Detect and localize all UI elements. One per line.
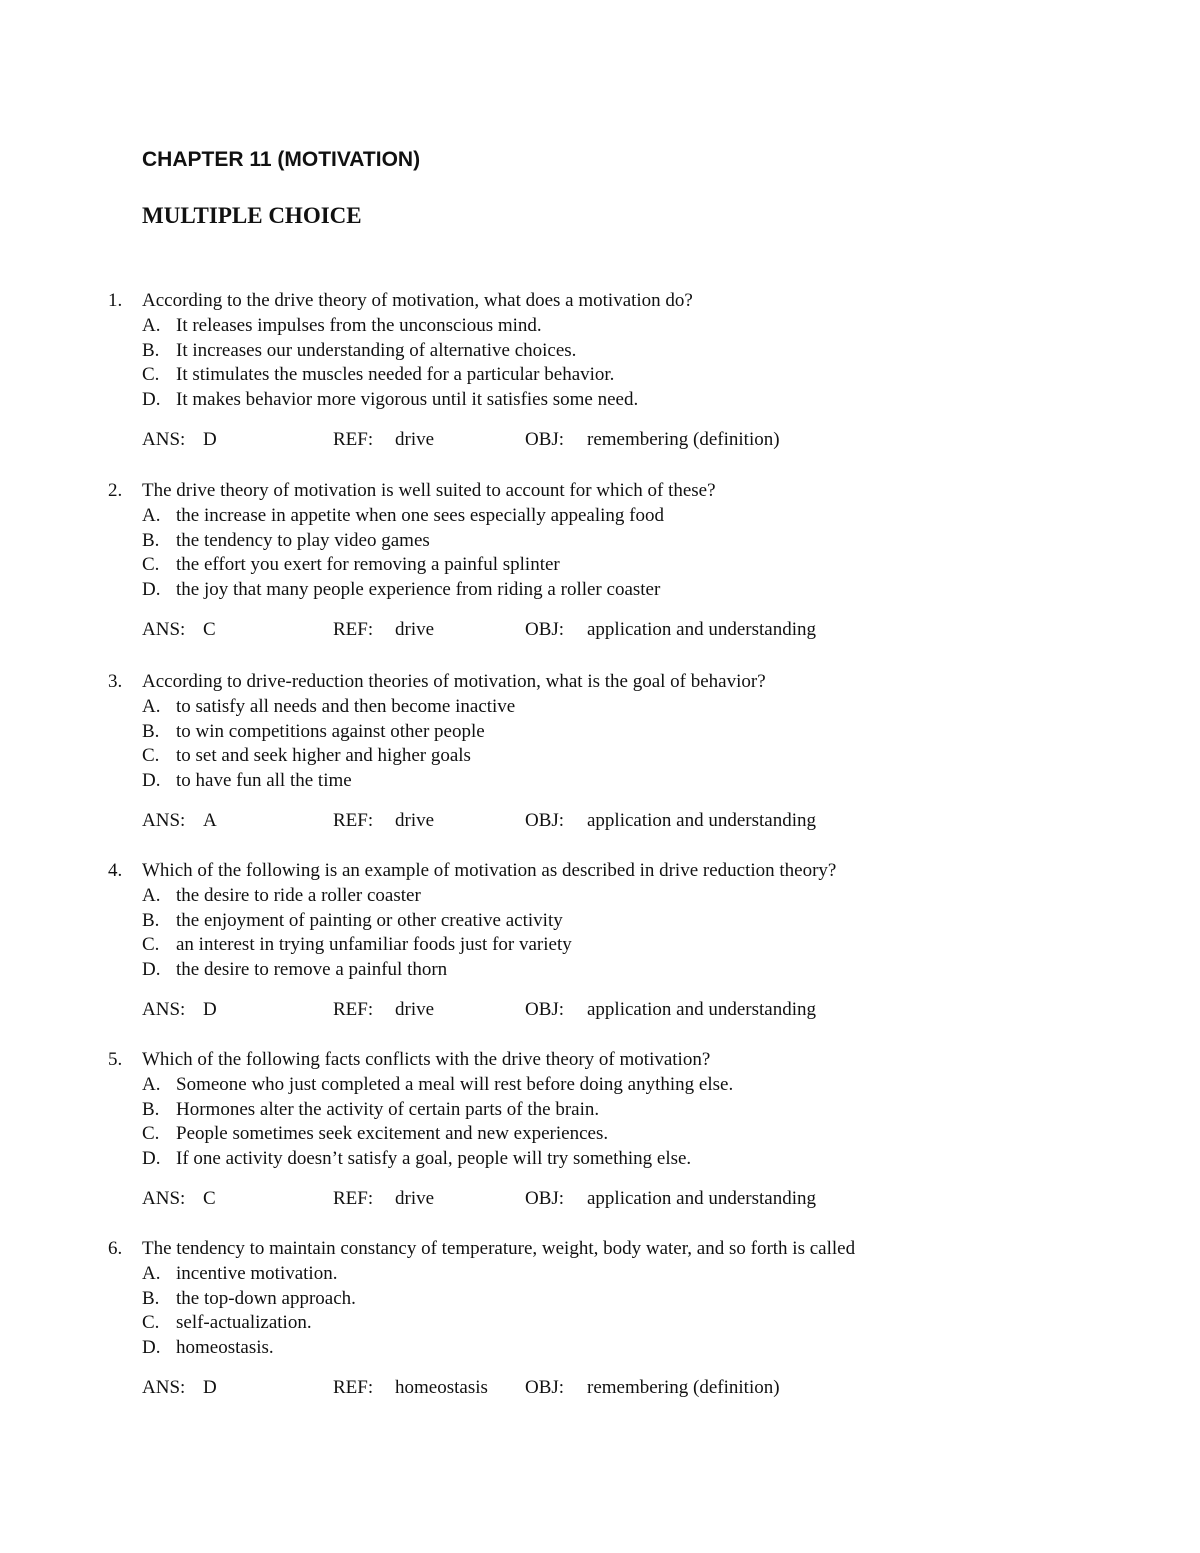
question-text: The tendency to maintain constancy of temperature, weight, body water, and so forth is called <box>142 1238 856 1259</box>
option-text: It makes behavior more vigorous until it satisfies some need. <box>176 389 639 411</box>
answer-option <box>0 884 1200 909</box>
option-text: the joy that many people experience from riding a roller coaster <box>176 579 661 601</box>
answer-option <box>0 1287 1200 1312</box>
answer-option <box>0 1098 1200 1123</box>
obj-value: application and understanding <box>587 809 816 831</box>
ans-label: ANS: <box>142 1376 186 1398</box>
answer-option <box>0 529 1200 554</box>
question-text: According to drive-reduction theories of motivation, what is the goal of behavior? <box>142 671 766 692</box>
answer-option <box>0 909 1200 934</box>
question-number: 1. <box>108 290 123 311</box>
answer-option <box>0 504 1200 529</box>
obj-value: remembering (definition) <box>587 1376 780 1398</box>
option-text: to satisfy all needs and then become inactive <box>176 695 516 717</box>
ans-value: D <box>203 1376 217 1398</box>
question-item <box>0 289 1200 453</box>
ans-value: D <box>203 428 217 450</box>
answer-option <box>0 695 1200 720</box>
question-number: 2. <box>108 480 123 501</box>
option-text: incentive motivation. <box>176 1262 338 1284</box>
ans-label: ANS: <box>142 809 186 831</box>
ref-value: drive <box>395 1187 435 1209</box>
answer-metadata <box>0 618 1200 643</box>
answer-option <box>0 769 1200 794</box>
ref-label: REF: <box>333 809 374 831</box>
answer-option <box>0 1122 1200 1147</box>
answer-option <box>0 1147 1200 1172</box>
question-item <box>0 670 1200 834</box>
ref-label: REF: <box>333 428 374 450</box>
ref-label: REF: <box>333 618 374 640</box>
option-letter: D. <box>142 1148 161 1170</box>
option-text: It releases impulses from the unconscious mind. <box>176 314 542 336</box>
option-letter: B. <box>142 339 160 361</box>
option-letter: D. <box>142 770 161 792</box>
option-text: to set and seek higher and higher goals <box>176 745 471 767</box>
question-number: 3. <box>108 671 123 692</box>
option-letter: A. <box>142 314 161 336</box>
obj-value: application and understanding <box>587 618 816 640</box>
option-text: to win competitions against other people <box>176 720 485 742</box>
answer-option <box>0 720 1200 745</box>
ans-label: ANS: <box>142 998 186 1020</box>
option-letter: A. <box>142 695 161 717</box>
question-item <box>0 859 1200 1023</box>
option-text: the tendency to play video games <box>176 529 430 551</box>
option-text: an interest in trying unfamiliar foods just for variety <box>176 934 572 956</box>
option-letter: B. <box>142 1287 160 1309</box>
question-item <box>0 1048 1200 1212</box>
option-text: the desire to ride a roller coaster <box>176 884 421 906</box>
question-text: The drive theory of motivation is well suited to account for which of these? <box>142 480 716 501</box>
obj-label: OBJ: <box>525 1187 565 1209</box>
ans-label: ANS: <box>142 618 186 640</box>
ans-label: ANS: <box>142 428 186 450</box>
ref-label: REF: <box>333 1187 374 1209</box>
option-letter: A. <box>142 1073 161 1095</box>
option-letter: B. <box>142 909 160 931</box>
answer-option <box>0 314 1200 339</box>
chapter-title: CHAPTER 11 (MOTIVATION) <box>142 148 421 171</box>
answer-option <box>0 1073 1200 1098</box>
option-letter: B. <box>142 529 160 551</box>
question-text: According to the drive theory of motivation, what does a motivation do? <box>142 290 693 311</box>
obj-label: OBJ: <box>525 618 565 640</box>
option-letter: D. <box>142 389 161 411</box>
ref-value: drive <box>395 618 435 640</box>
ref-value: homeostasis <box>395 1376 488 1398</box>
option-letter: C. <box>142 1123 160 1145</box>
obj-value: remembering (definition) <box>587 428 780 450</box>
option-text: It stimulates the muscles needed for a particular behavior. <box>176 364 615 386</box>
ans-value: A <box>203 809 217 831</box>
ref-label: REF: <box>333 1376 374 1398</box>
option-letter: C. <box>142 745 160 767</box>
question-stem <box>0 670 1200 695</box>
option-text: the enjoyment of painting or other creative activity <box>176 909 563 931</box>
option-text: the effort you exert for removing a painful splinter <box>176 554 560 576</box>
obj-label: OBJ: <box>525 1376 565 1398</box>
answer-option <box>0 1262 1200 1287</box>
answer-option <box>0 958 1200 983</box>
option-text: If one activity doesn’t satisfy a goal, people will try something else. <box>176 1148 692 1170</box>
option-letter: D. <box>142 579 161 601</box>
answer-metadata <box>0 809 1200 834</box>
answer-option <box>0 388 1200 413</box>
answer-metadata <box>0 428 1200 453</box>
option-letter: B. <box>142 1098 160 1120</box>
ref-value: drive <box>395 998 435 1020</box>
question-text: Which of the following facts conflicts with the drive theory of motivation? <box>142 1049 711 1070</box>
obj-value: application and understanding <box>587 998 816 1020</box>
obj-value: application and understanding <box>587 1187 816 1209</box>
answer-option <box>0 553 1200 578</box>
option-letter: A. <box>142 884 161 906</box>
answer-option <box>0 363 1200 388</box>
question-item <box>0 479 1200 643</box>
answer-metadata <box>0 1376 1200 1401</box>
question-number: 4. <box>108 860 123 881</box>
question-stem <box>0 1048 1200 1073</box>
ans-label: ANS: <box>142 1187 186 1209</box>
option-text: the desire to remove a painful thorn <box>176 959 448 981</box>
option-text: Someone who just completed a meal will rest before doing anything else. <box>176 1073 734 1095</box>
option-text: to have fun all the time <box>176 770 352 792</box>
ans-value: C <box>203 1187 216 1209</box>
obj-label: OBJ: <box>525 428 565 450</box>
option-letter: D. <box>142 1337 161 1359</box>
question-item <box>0 1237 1200 1401</box>
option-letter: C. <box>142 364 160 386</box>
option-text: the increase in appetite when one sees especially appealing food <box>176 504 664 526</box>
option-letter: C. <box>142 934 160 956</box>
answer-option <box>0 933 1200 958</box>
option-text: self-actualization. <box>176 1312 312 1334</box>
question-number: 6. <box>108 1238 123 1259</box>
ref-value: drive <box>395 809 435 831</box>
answer-metadata <box>0 998 1200 1023</box>
option-letter: C. <box>142 1312 160 1334</box>
answer-option <box>0 339 1200 364</box>
option-text: People sometimes seek excitement and new experiences. <box>176 1123 609 1145</box>
obj-label: OBJ: <box>525 809 565 831</box>
question-stem <box>0 289 1200 314</box>
answer-option <box>0 578 1200 603</box>
question-stem <box>0 859 1200 884</box>
section-title: MULTIPLE CHOICE <box>142 203 362 228</box>
answer-option <box>0 744 1200 769</box>
option-letter: D. <box>142 959 161 981</box>
answer-metadata <box>0 1187 1200 1212</box>
option-text: homeostasis. <box>176 1337 274 1359</box>
obj-label: OBJ: <box>525 998 565 1020</box>
question-stem <box>0 479 1200 504</box>
ans-value: C <box>203 618 216 640</box>
answer-option <box>0 1336 1200 1361</box>
question-text: Which of the following is an example of motivation as described in drive reduction theory? <box>142 860 837 881</box>
answer-option <box>0 1311 1200 1336</box>
option-letter: C. <box>142 554 160 576</box>
question-stem <box>0 1237 1200 1262</box>
ref-value: drive <box>395 428 435 450</box>
option-letter: B. <box>142 720 160 742</box>
option-letter: A. <box>142 504 161 526</box>
ans-value: D <box>203 998 217 1020</box>
question-number: 5. <box>108 1049 123 1070</box>
option-letter: A. <box>142 1262 161 1284</box>
option-text: Hormones alter the activity of certain parts of the brain. <box>176 1098 600 1120</box>
ref-label: REF: <box>333 998 374 1020</box>
option-text: It increases our understanding of alternative choices. <box>176 339 577 361</box>
option-text: the top-down approach. <box>176 1287 356 1309</box>
